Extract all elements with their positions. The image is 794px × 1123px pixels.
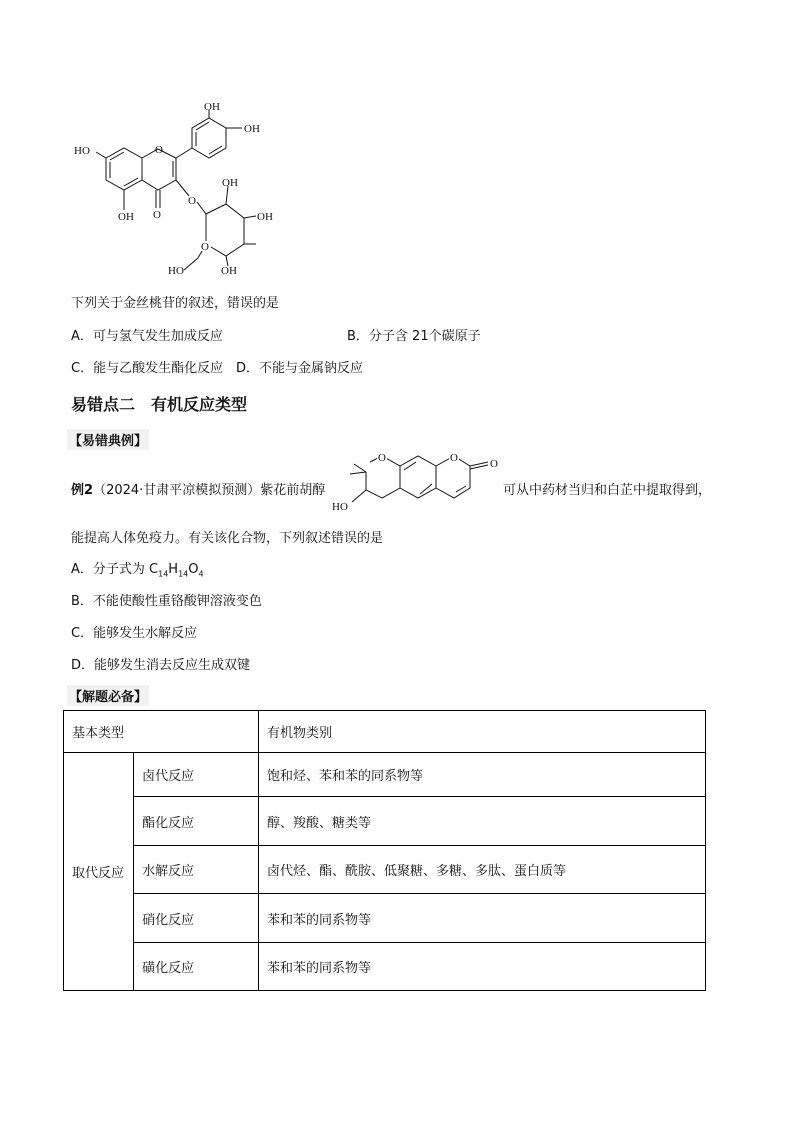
question1-option-a: A．可与氢气发生加成反应: [71, 329, 223, 344]
molecule-hyperoside: [66, 96, 296, 280]
row-class: 苯和苯的同系物等: [259, 943, 706, 991]
formula-o-sub: 4: [198, 569, 204, 579]
example2-option-c: C．能够发生水解反应: [71, 626, 198, 641]
formula-c: C: [149, 562, 159, 577]
hydroxyl-label: OH: [221, 265, 237, 277]
row-type: 酯化反应: [134, 797, 259, 846]
hydroxyl-label: OH: [244, 123, 260, 135]
question1-option-b: B．分子含 21个碳原子: [347, 329, 481, 344]
table-row: [64, 797, 706, 846]
header-type: 基本类型: [64, 711, 259, 753]
hydroxyl-label: OH: [204, 101, 220, 113]
table-row: [64, 894, 706, 943]
row-class: 饱和烃、苯和苯的同系物等: [259, 753, 706, 797]
row-class: 醇、羧酸、糖类等: [259, 797, 706, 846]
hydroxyl-label: HO: [332, 501, 348, 513]
example2-option-a: [71, 558, 204, 579]
oxygen-label: O: [378, 452, 386, 464]
row-type: 磺化反应: [134, 943, 259, 991]
group-substitution: 取代反应: [64, 753, 134, 991]
row-type: 水解反应: [134, 846, 259, 894]
oxygen-label: O: [450, 452, 458, 464]
table-row: [64, 943, 706, 991]
table-row: [64, 846, 706, 894]
row-class: 苯和苯的同系物等: [259, 894, 706, 943]
formula-c-sub: 14: [158, 569, 169, 579]
example2-after: 可从中药材当归和白芷中提取得到，: [503, 483, 712, 498]
example2-option-b: B．不能使酸性重铬酸钾溶液变色: [71, 594, 262, 609]
example-tag: 【易错典例】: [67, 429, 149, 450]
hydroxyl-label: OH: [222, 177, 238, 189]
formula-h-sub: 14: [178, 569, 189, 579]
header-class: 有机物类别: [259, 711, 706, 753]
question1-option-d: D．不能与金属钠反应: [236, 361, 364, 376]
oxygen-label: O: [201, 241, 209, 253]
oxygen-label: O: [155, 144, 163, 156]
hydroxyl-label: OH: [118, 211, 134, 223]
formula-h: H: [168, 562, 179, 577]
molecule-coumarin: [330, 450, 510, 520]
hydroxyl-label: OH: [257, 211, 273, 223]
option-a-prefix: A．分子式为: [71, 562, 150, 577]
example2-line1: [71, 479, 325, 498]
oxygen-label: O: [490, 458, 498, 470]
row-type: 卤代反应: [134, 753, 259, 797]
hydroxyl-label: HO: [168, 265, 184, 277]
row-class: 卤代烃、酯、酰胺、低聚糖、多糖、多肽、蛋白质等: [259, 846, 706, 894]
formula-o: O: [188, 562, 199, 577]
oxygen-label: O: [188, 195, 196, 207]
example2-line2: 能提高人体免疫力。有关该化合物，下列叙述错误的是: [71, 531, 384, 546]
section-title: 易错点二 有机反应类型: [71, 395, 248, 414]
prep-tag: 【解题必备】: [67, 685, 149, 706]
question1-option-c: C．能与乙酸发生酯化反应: [71, 361, 224, 376]
question1-stem: 下列关于金丝桃苷的叙述，错误的是: [71, 296, 280, 311]
reaction-type-table: [63, 710, 706, 991]
table-row: [64, 753, 706, 797]
example-source: （2024·甘肃平凉模拟预测）紫花前胡醇: [93, 483, 326, 498]
example-number: 2: [84, 483, 94, 498]
oxygen-label: O: [153, 209, 161, 221]
table-header-row: [64, 711, 706, 753]
example-prefix: 例: [71, 483, 85, 498]
hydroxyl-label: HO: [74, 145, 90, 157]
example2-option-d: D．能够发生消去反应生成双键: [71, 658, 251, 673]
row-type: 硝化反应: [134, 894, 259, 943]
